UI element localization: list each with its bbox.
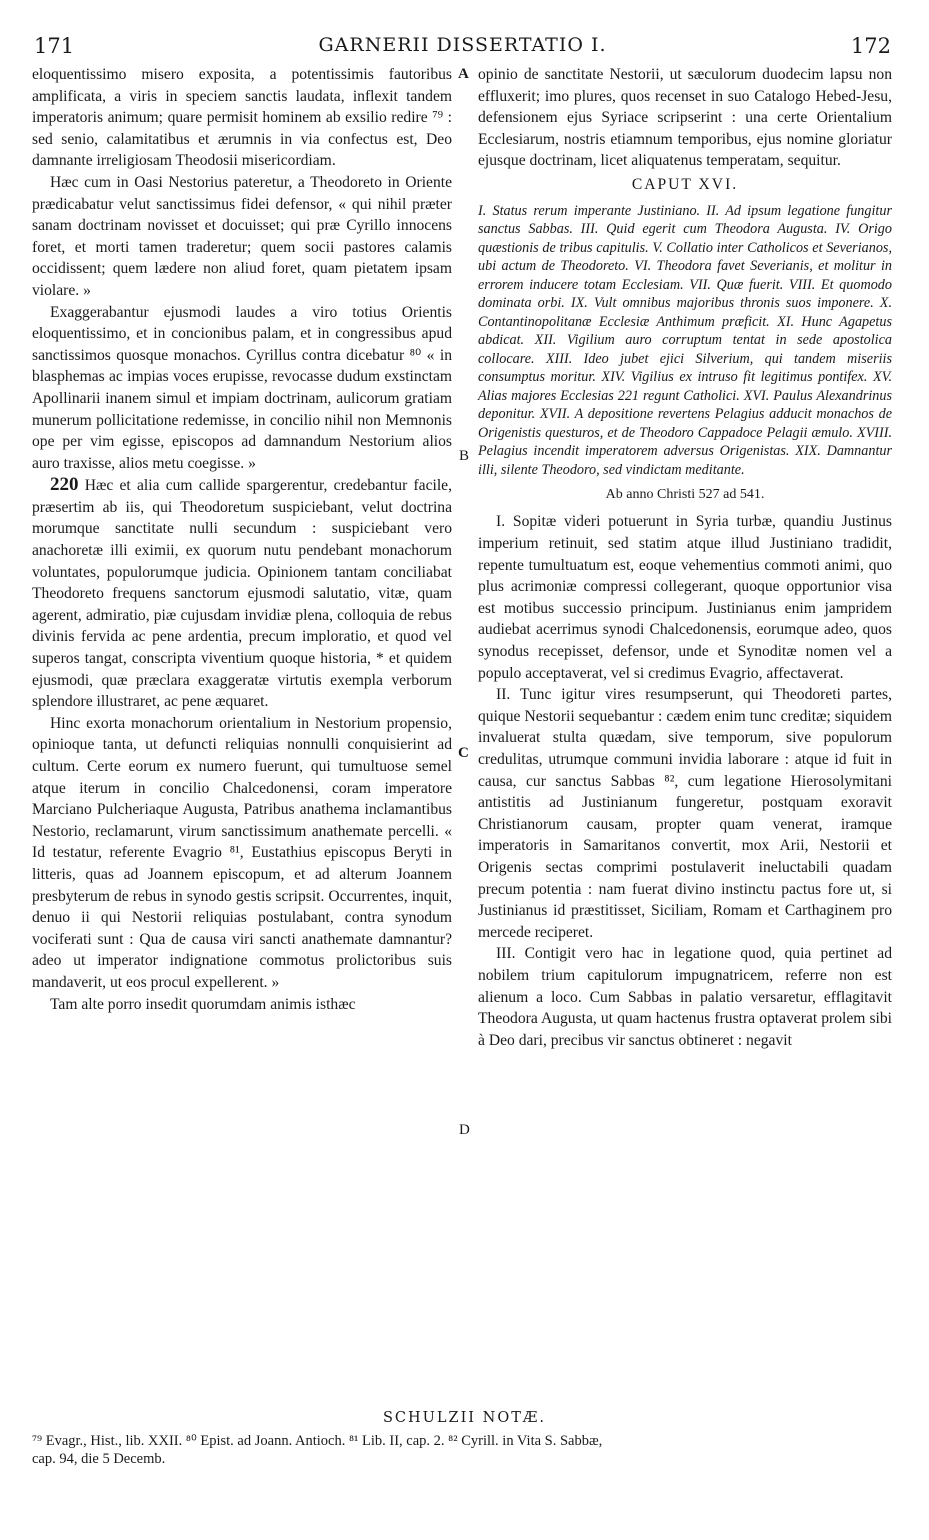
paragraph: Hæc cum in Oasi Nestorius pateretur, a Theodoreto in Oriente prædicabatur velut sanctissimus fidei defensor, « qui nihil præter sanam doctrinam novisset et docuisset; qui præ Cyrillo innocens foret, et morti tamen traderetur; quem socii pastores calamis occidissent; quem lædere non aliud foret, quam pietatem ipsam violare. » bbox=[32, 173, 452, 299]
running-title: GARNERII DISSERTATIO I. bbox=[318, 34, 607, 56]
paragraph: Tam alte porro insedit quorumdam animis isthæc bbox=[50, 995, 356, 1013]
paragraph: III. Contigit vero hac in legatione quod, quia pertinet ad nobilem trium capitulorum impugnatricem, referre non est alienum a loco. Cum Sabbas in palatio versaretur, efflagitavit Theodora Augusta, ut quam hactenus frustra optaverat prolem sibi à Deo dari, precibus vir sanctus obtineret : negavit bbox=[478, 945, 892, 1049]
paragraph: Hinc exorta monachorum orientalium in Nestorium propensio, opinioque tanta, ut defuncti reliquias nonnulli conquisierint ad cultum. Certe eorum ex numero fuerunt, qui tumultuose semel atque iterum in concilio Chalcedonensi, coram imperatore Marciano Pulcheriaque Augusta, Patribus anathema inclamantibus Nestorio, reclamarunt, virum sanctissimum anathemate percelli. « Id testatur, referente Evagrio ⁸¹, Eustathius episcopus Beryti in litteris, quas ad Joannem episcopum, et ad alterum Joannem presbyterum de rebus in synodo gestis scripsit. Occurrentes, inquit, denuo ii qui Nestorii reliquias postulabant, contra synodum vociferati sunt : Qua de causa viri sancti anathemate damnantur? adeo ut imperator indignatione commotus prolictoribus suis mandaverit, ut eos procul expellerent. » bbox=[32, 714, 452, 991]
paragraph: opinio de sanctitate Nestorii, ut sæculorum duodecim lapsu non effluxerit; imo plures, quos recenset in suo Catalogo Hebed-Jesu, defensionem ejus Syriace scripserint : una certe Orientalium Ecclesiarum, nostris etiamnum temporibus, ejus nomine gloriatur ejusque doctrinam, licet aliquatenus temperatam, sequitur. bbox=[478, 66, 892, 170]
paragraph: I. Sopitæ videri potuerunt in Syria turbæ, quandiu Justinus imperium retinuit, sed statim atque illud Justiniano tradidit, repente tumultuatum est, eoque vehementius commoti animi, quo plus acrimoniæ compressi collegerant, quoque opportunior visa est motibus successio principum. Justinianus enim jampridem audiebat acerrimus synodi Chalcedonensis, eorumque adeo, quos synodus recepisset, defensor, unde et Synoditæ nomen vel a populo acceptaverat, vel si credimus Evagrio, affectaverat. bbox=[478, 513, 892, 682]
paragraph-with-number bbox=[32, 474, 452, 713]
chapter-years: Ab anno Christi 527 ad 541. bbox=[605, 487, 765, 503]
page-number-right: 172 bbox=[850, 34, 891, 58]
paragraph: II. Tunc igitur vires resumpserunt, qui Theodoreti partes, quique Nestorii sequebantur : cædem enim tunc creditæ; siquidem invaluerat stulta quædam, sive temporum, sive populorum credulitas, utrumque communi invidia laborare : atque id fuit in causa, cur sanctus Sabbas ⁸², cum legatione Hierosolymitani antistitis ad Justinianum fungeretur, postquam exoravit Christianorum causam, propter quam venerat, iramque imperatoris in Samaritanos convertit, mox Arii, Nestorii et Origenis sectas comprimi postulaverit ineluctabili quadam precum potentia : nam fuerat divino instinctu pactus fore ut, si Justinianus id præstitisset, Siciliam, Romam et Carthaginem pro mercede reciperet. bbox=[478, 686, 892, 941]
margin-letter-c: C bbox=[458, 745, 469, 761]
margin-letter-d: D bbox=[459, 1122, 470, 1138]
paragraph-text: Hæc et alia cum callide spargerentur, credebantur facile, præsertim ab iis, qui Theodoretum suspiciebant, velut doctrina morumque sanctitate nulli secundum : suspiciebant vero anachoretæ illi eximii, ex quorum nutu pendebant monachorum voluntates, populorumque judicia. Opinionem tantam conciliabat Theodoreto frequens sanctorum ejusmodi salutatio, vitæ, quam agerent, admiratio, piæ cujusdam invidiæ plena, colloquia de rebus divinis fervida ac pene ardentia, precum imploratio, et quod vel superos tangat, conscripta viventium quoque historia, * et quidem ejusmodi, quæ præclara exaggeratæ virtutis exempla verborum splendore illustraret, ac pene æquaret. bbox=[32, 477, 452, 711]
margin-letter-b: B bbox=[459, 448, 470, 464]
footnote-line: cap. 94, die 5 Decemb. bbox=[32, 1451, 166, 1467]
left-column bbox=[32, 64, 452, 1015]
page-number-left: 171 bbox=[34, 34, 75, 58]
paragraph: eloquentissimo misero exposita, a potentissimis fautoribus amplificata, a viris in speciem sanctis laudata, inflexit tandem imperatoris animum; quare permisit hominem ab exsilio redire ⁷⁹ : sed senio, calamitatibus et ærumnis in via confectus est, Deo damnante irreligiosam Theodosii misericordiam. bbox=[32, 66, 452, 170]
footnotes-title: SCHULZII NOTÆ. bbox=[382, 1410, 547, 1426]
chapter-title: CAPUT XVI. bbox=[631, 175, 739, 193]
paragraph: Exaggerabantur ejusmodi laudes a viro totius Orientis eloquentissimo, et in concionibus palam, et in congressibus apud sanctissimos quosque monachos. Cyrillus contra dicebatur ⁸⁰ « in blasphemas ac impias voces erupisse, revocasse dudum exstinctam Apollinarii inanem simul et impiam doctrinam, aulicorum gratiam munerum pollicitatione redemisse, in concilio nihil non Memnonis ope per vim egisse, episcopos ad damnandum Nestorium alios auro traxisse, alios metu coegisse. » bbox=[32, 303, 452, 472]
page-header bbox=[34, 34, 891, 58]
right-column bbox=[478, 64, 892, 1051]
footnote-line: ⁷⁹ Evagr., Hist., lib. XXII. ⁸⁰ Epist. ad Joann. Antioch. ⁸¹ Lib. II, cap. 2. ⁸² Cyrill. in Vita S. Sabbæ, bbox=[32, 1433, 603, 1449]
margin-letter-a: A bbox=[458, 66, 469, 82]
chapter-summary: I. Status rerum imperante Justiniano. II. Ad ipsum legatione fungitur sanctus Sabbas. III. Quid egerit cum Theodora Augusta. IV. Origo quæstionis de tribus capitulis. V. Collatio inter Catholicos et Severianos, ubi actum de Theodoreto. VI. Theodora favet Severianis, et molitur in errorem inducere totam Ecclesiam. VII. Quæ fuerit. VIII. Et quomodo dominata orbi. IX. Vult omnibus majoribus thronis suos imponere. X. Contantinopolitanæ Ecclesiæ Anthimum præficit. XI. Hunc Agapetus abdicat. XII. Vigilium auro corruptum tentat in sede apostolica collocare. XIII. Ideo jubet ejici Silverium, qui tandem miseriis consumptus moritur. XIV. Vigilius ex intruso fit legitimus pontifex. XV. Alias majores Ecclesias 221 regunt Catholici. XVI. Paulus Alexandrinus deponitur. XVII. A depositione revertens Pelagius adducit monachos de Origenistis questuros, et de Theodoro Cappadoce Pelagii æmulo. XVIII. Pelagius incendit imperatorem adversus Origenistas. XIX. Damnantur illi, silente Theodoro, sed vindictam meditante. bbox=[478, 202, 892, 478]
footnotes bbox=[32, 1432, 892, 1468]
column-number-bold: 220 bbox=[50, 474, 79, 496]
